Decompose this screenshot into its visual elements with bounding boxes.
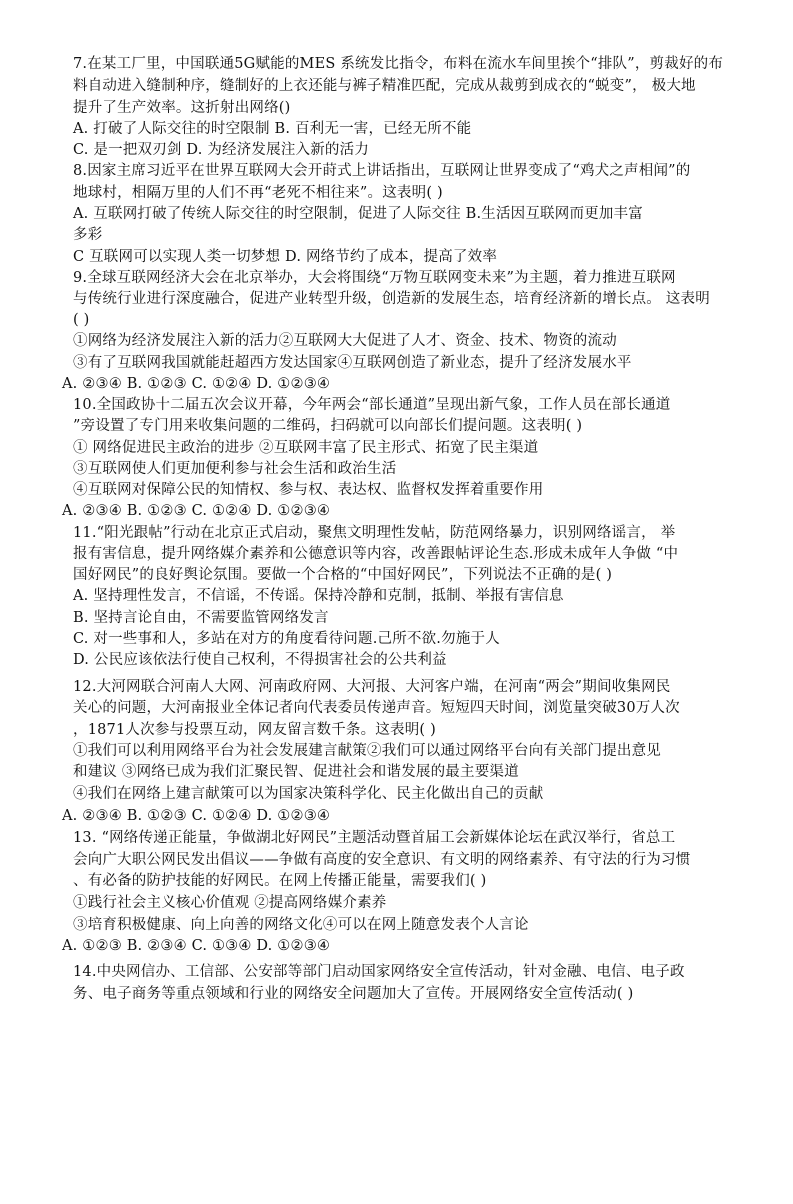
q12-stem-line-1: 12.大河网联合河南人大网、河南政府网、大河报、大河客户端，在河南“两会”期间收集网民	[73, 679, 671, 695]
q10-statement-4: ④互联网对保障公民的知情权、参与权、表达权、监督权发挥着重要作用	[73, 482, 544, 498]
q12-statement-4: ④我们在网络上建言献策可以为国家决策科学化、民主化做出自己的贡献	[73, 786, 544, 802]
q10-statement-3: ③互联网使人们更加便利参与社会生活和政治生活	[73, 461, 397, 477]
q10-options: A. ②③④ B. ①②③ C. ①②④ D. ①②③④	[62, 503, 331, 519]
q11-stem-line-1: 11.“阳光跟帖”行动在北京正式启动，聚焦文明理性发帖，防范网络暴力，识别网络谣言， 举	[73, 525, 676, 541]
q7-options-ab: A. 打破了人际交往的时空限制 B. 百利无一害，已经无所不能	[73, 121, 472, 137]
q10-stem-line-2: ”旁设置了专门用来收集问题的二维码，扫码就可以向部长们提问题。这表明( )	[73, 418, 583, 434]
q9-stem-line-1: 9.全球互联网经济大会在北京举办，大会将围绕“万物互联网变未来”为主题，着力推进互联网	[73, 270, 676, 286]
q9-stem-line-3: ( )	[73, 312, 90, 328]
q11-option-a: A. 坚持理性发言，不信谣，不传谣。保持冷静和克制，抵制、举报有害信息	[73, 588, 564, 604]
q10-stem-line-1: 10.全国政协十二届五次会议开幕，今年两会“部长通道”呈现出新气象，工作人员在部长通道	[73, 397, 671, 413]
q7-stem-line-3: 提升了生产效率。这折射出网络()	[73, 100, 291, 116]
q12-statement-1-2: ①我们可以利用网络平台为社会发展建言献策②我们可以通过网络平台向有关部门提出意见	[73, 743, 661, 759]
q12-stem-line-3: ，1871人次参与投票互动，网友留言数千条。这表明( )	[73, 722, 436, 738]
q8-options-cd: C 互联网可以实现人类一切梦想 D. 网络节约了成本，提高了效率	[73, 249, 498, 265]
q9-statements-12: ①网络为经济发展注入新的活力②互联网大大促进了人才、资金、技术、物资的流动	[73, 333, 617, 349]
q9-stem-line-2: 与传统行业进行深度融合，促进产业转型升级，创造新的发展生态，培育经济新的增长点。 这表明	[73, 291, 710, 307]
q13-stem-line-1: 13. “网络传递正能量，争做湖北好网民”主题活动暨首届工会新媒体论坛在武汉举行，省总工	[73, 830, 676, 846]
q8-option-b-wrap: 多彩	[73, 227, 103, 243]
q11-stem-line-3: 国好网民”的良好舆论氛围。要做一个合格的“中国好网民”，下列说法不正确的是( )	[73, 567, 613, 583]
q7-stem-line-1: 7.在某工厂里，中国联通5G赋能的MES 系统发比指令，布料在流水车间里挨个“排队”，剪裁好的布	[73, 56, 724, 72]
q8-stem-line-1: 8.因家主席习近平在世界互联网大会开莳式上讲话指出，互联网让世界变成了“鸡犬之声相闻”的	[73, 163, 691, 179]
q7-stem-line-2: 料自动进入缝制种序，缝制好的上衣还能与裤子精准匹配，完成从裁剪到成衣的“蜕变”， 极大地	[73, 78, 696, 94]
q13-statements-12: ①践行社会主义核心价值观 ②提高网络媒介素养	[73, 895, 387, 911]
q11-stem-line-2: 报有害信息，提升网络媒介素养和公德意识等内容，改善跟帖评论生态.形成未成年人争做 “中	[73, 546, 679, 562]
q12-stem-line-2: 关心的问题，大河南报业全体记者向代表委员传递声音。短短四天时间，浏览量突破30万人次	[73, 700, 680, 716]
q10-statements-12: ① 网络促进民主政治的进步 ②互联网丰富了民主形式、拓宽了民主渠道	[73, 440, 539, 456]
q8-stem-line-2: 地球村，相隔万里的人们不再“老死不相往来”。这表明( )	[73, 185, 443, 201]
q13-statements-34: ③培育积极健康、向上向善的网络文化④可以在网上随意发表个人言论	[73, 917, 529, 933]
q12-options: A. ②③④ B. ①②③ C. ①②④ D. ①②③④	[62, 808, 331, 824]
q13-options: A. ①②③ B. ②③④ C. ①③④ D. ①②③④	[62, 938, 331, 954]
q8-options-ab: A. 互联网打破了传统人际交往的时空限制，促进了人际交往 B.生活因互联网而更加丰富	[73, 206, 643, 222]
q9-options: A. ②③④ B. ①②③ C. ①②④ D. ①②③④	[62, 376, 331, 392]
q11-option-b: B. 坚持言论自由，不需要监管网络发言	[73, 610, 329, 626]
q14-stem-line-1: 14.中央网信办、工信部、公安部等部门启动国家网络安全宣传活动，针对金融、电信、电子政	[73, 964, 685, 980]
q11-option-d: D. 公民应该依法行使自己权利，不得损害社会的公共利益	[73, 652, 447, 668]
q13-stem-line-2: 会向广大职公网民发出倡议——争做有高度的安全意识、有文明的网络素养、有守法的行为习惯	[73, 852, 691, 868]
q14-stem-line-2: 务、电子商务等重点领域和行业的网络安全问题加大了宣传。开展网络安全宣传活动( )	[73, 986, 634, 1002]
q11-option-c: C. 对一些事和人，多站在对方的角度看待问题.己所不欲.勿施于人	[73, 631, 500, 647]
q7-options-cd: C. 是一把双刃剑 D. 为经济发展注入新的活力	[73, 142, 370, 158]
q13-stem-line-3: 、有必备的防护技能的好网民。在网上传播正能量，需要我们( )	[73, 873, 487, 889]
q9-statements-34: ③有了互联网我国就能赶超西方发达国家④互联网创造了新业态，提升了经济发展水平	[73, 355, 632, 371]
q12-statement-2-3: 和建议 ③网络已成为我们汇聚民智、促进社会和谐发展的最主要渠道	[73, 764, 519, 780]
